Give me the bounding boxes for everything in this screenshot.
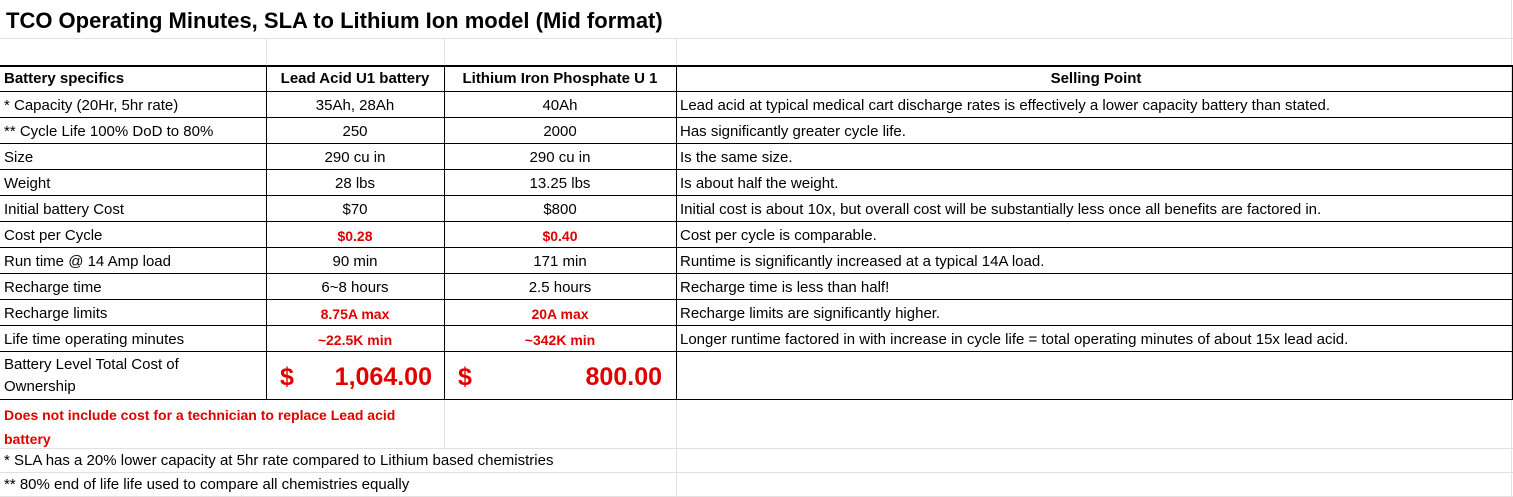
gridline	[0, 38, 1513, 39]
header-row	[0, 66, 1513, 92]
row-label: Recharge limits	[4, 305, 108, 322]
tco-label: Battery Level Total Cost of Ownership	[4, 356, 179, 395]
lead-acid-value: $0.28	[337, 228, 373, 244]
row-label: Weight	[4, 175, 51, 192]
table-row	[0, 248, 1513, 274]
table-row	[0, 92, 1513, 118]
table-row	[0, 300, 1513, 326]
row-label: Size	[4, 149, 34, 166]
lithium-value: 2.5 hours	[528, 279, 592, 296]
lithium-value: $800	[543, 201, 577, 218]
selling-point-text: Has significantly greater cycle life.	[680, 123, 906, 140]
header-lead-acid: Lead Acid U1 battery	[280, 70, 430, 87]
selling-point-text: Recharge limits are significantly higher.	[680, 305, 941, 322]
technician-note: Does not include cost for a technician to replace Lead acid battery	[4, 407, 396, 447]
table-row	[0, 144, 1513, 170]
row-label: Life time operating minutes	[4, 331, 185, 348]
header-lithium: Lithium Iron Phosphate U 1	[462, 70, 658, 87]
selling-point-text: Is about half the weight.	[680, 175, 839, 192]
lead-acid-value: 35Ah, 28Ah	[315, 97, 395, 114]
header-battery-specifics: Battery specifics	[4, 70, 125, 87]
table-row	[0, 274, 1513, 300]
table-border	[0, 351, 1513, 352]
table-border	[444, 65, 445, 400]
table-border	[0, 399, 1513, 400]
row-label: * Capacity (20Hr, 5hr rate)	[4, 97, 179, 114]
lead-acid-tco-value: 1,064.00	[334, 363, 432, 391]
table-row	[0, 222, 1513, 248]
lithium-value: ~342K min	[524, 332, 596, 348]
row-label: Run time @ 14 Amp load	[4, 253, 171, 270]
lead-acid-value: 290 cu in	[324, 149, 386, 166]
row-label: Initial battery Cost	[4, 201, 125, 218]
lithium-tco-value: 800.00	[585, 363, 662, 391]
row-label: ** Cycle Life 100% DoD to 80%	[4, 123, 214, 140]
gridline	[676, 38, 677, 63]
table-row	[0, 118, 1513, 144]
row-label: Cost per Cycle	[4, 227, 103, 244]
selling-point-text: Initial cost is about 10x, but overall cost will be substantially less once all benefits are factored in.	[680, 201, 1322, 218]
selling-point-text: Runtime is significantly increased at a typical 14A load.	[680, 253, 1045, 270]
table-row	[0, 170, 1513, 196]
sla-note: * SLA has a 20% lower capacity at 5hr rate compared to Lithium based chemistries	[4, 452, 554, 469]
lead-acid-value: 28 lbs	[334, 175, 376, 192]
table-border	[676, 65, 677, 400]
selling-point-text: Recharge time is less than half!	[680, 279, 890, 296]
table-border	[0, 195, 1513, 196]
row-label: Recharge time	[4, 279, 102, 296]
lead-acid-value: 6~8 hours	[321, 279, 389, 296]
lithium-tco-symbol: $	[458, 363, 472, 391]
table-border	[0, 247, 1513, 248]
table-border	[0, 65, 1513, 67]
lithium-value: $0.40	[542, 228, 578, 244]
sheet-title: TCO Operating Minutes, SLA to Lithium Ion model (Mid format)	[6, 8, 663, 33]
gridline	[0, 472, 1513, 473]
selling-point-text: Lead acid at typical medical cart discharge rates is effectively a lower capacity battery than stated.	[680, 97, 1331, 114]
lithium-value: 20A max	[531, 306, 589, 322]
lead-acid-value: 8.75A max	[320, 306, 390, 322]
table-border	[0, 221, 1513, 222]
table-border	[0, 273, 1513, 274]
gridline	[444, 38, 445, 63]
table-border	[0, 325, 1513, 326]
table-border	[266, 65, 267, 400]
table-border	[0, 169, 1513, 170]
lead-acid-value: $70	[342, 201, 368, 218]
selling-point-text: Longer runtime factored in with increase in cycle life = total operating minutes of about 15x lead acid.	[680, 331, 1349, 348]
lithium-value: 290 cu in	[529, 149, 591, 166]
lead-acid-value: 90 min	[332, 253, 378, 270]
lithium-value: 2000	[543, 123, 577, 140]
table-border	[0, 117, 1513, 118]
selling-point-text: Cost per cycle is comparable.	[680, 227, 877, 244]
table-border	[0, 91, 1513, 92]
selling-point-text: Is the same size.	[680, 149, 793, 166]
table-row	[0, 196, 1513, 222]
lithium-value: 171 min	[533, 253, 587, 270]
table-border	[0, 299, 1513, 300]
table-row	[0, 326, 1513, 352]
tco-row	[0, 352, 1513, 400]
lithium-value: 13.25 lbs	[529, 175, 591, 192]
eol-note: ** 80% end of life life used to compare all chemistries equally	[4, 476, 410, 493]
lithium-value: 40Ah	[542, 97, 578, 114]
gridline	[266, 38, 267, 63]
table-border	[0, 143, 1513, 144]
lead-acid-tco-symbol: $	[280, 363, 294, 391]
lead-acid-value: ~22.5K min	[317, 332, 393, 348]
lead-acid-value: 250	[342, 123, 368, 140]
header-selling-point: Selling Point	[1050, 70, 1142, 87]
gridline	[444, 400, 445, 448]
